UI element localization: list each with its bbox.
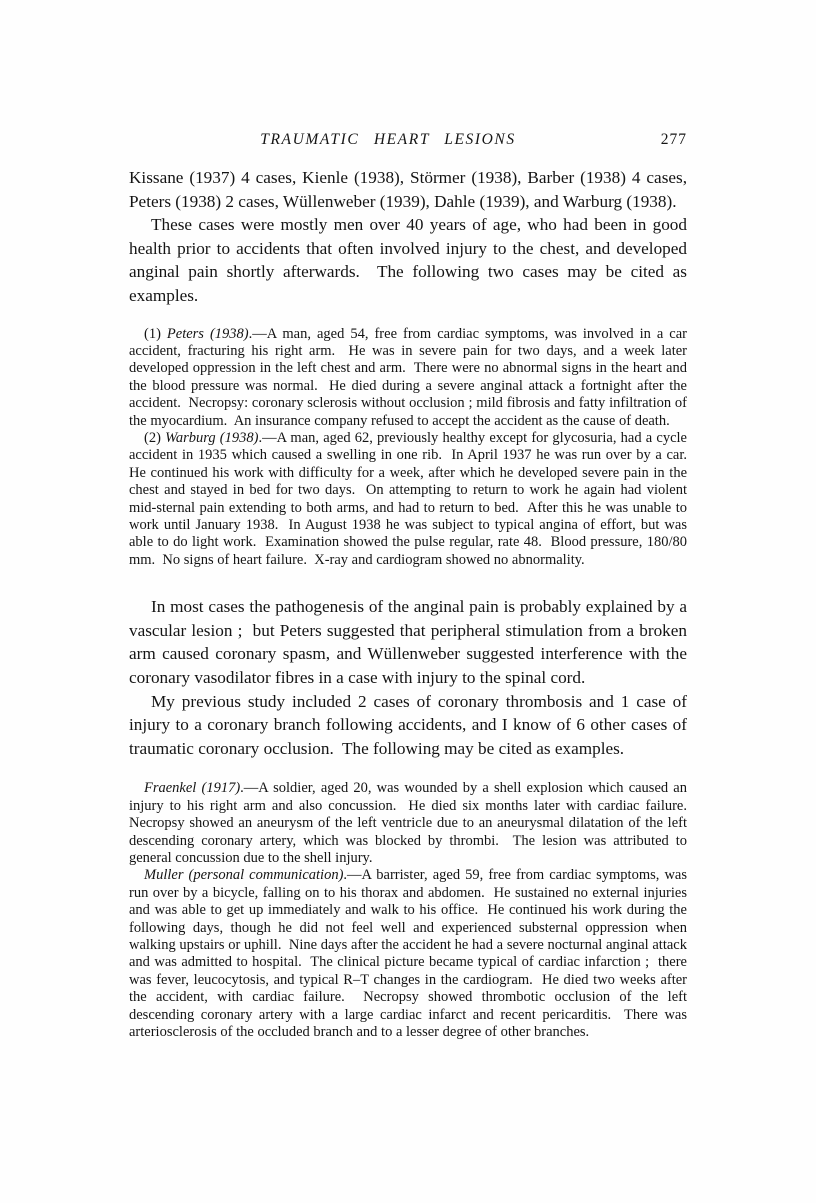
page-header — [129, 131, 687, 153]
case-citation: Fraenkel (1917) — [144, 780, 241, 797]
case-report-peters — [129, 325, 691, 430]
article-body — [129, 166, 695, 1042]
paragraph-these-cases: These cases were mostly men over 40 years of age, who had been in good health prior to accidents that often involved injury to the chest, and developed anginal pain shortly afterwards. The following two cases may be cited as examples. — [129, 215, 692, 305]
case-body-text: .—A soldier, aged 20, was wounded by a shell explosion which caused an injury to his right arm and also concussion. He died six months later with cardiac failure. Necropsy showed an aneurysm of the left ventricle due to an aneurysmal dilatation of the left descending coronary artery, which was blocked by thrombi. The lesion was attributed to general concussion due to the shell injury. — [129, 780, 695, 867]
case-citation: Muller (personal communication) — [144, 867, 344, 884]
case-report-warburg — [129, 430, 695, 569]
paragraph-pathogenesis: In most cases the pathogenesis of the anginal pain is probably explained by a vascular lesion ; but Peters suggested that peripheral stimulation from a broken arm caused coronary spasm, and Wüllenweber suggested interference with the coronary vasodilator fibres in a case with injury to the spinal cord. — [129, 597, 692, 688]
running-title: TRAUMATIC HEART LESIONS — [260, 131, 516, 148]
case-body-text: .—A barrister, aged 59, free from cardiac symptoms, was run over by a bicycle, falling on to his thorax and abdomen. He sustained no external injuries and was able to get up immediately and walk to his office. He continued his work during the following days, though he did not feel well and experienced substernal oppression when walking upstairs or uphill. Nine days after the accident he had a severe nocturnal anginal attack and was admitted to hospital. The clinical picture became typical of cardiac infarction ; there was fever, leucocytosis, and typical R–T changes in the cardiogram. He died two weeks after the accident, with cardiac failure. Necropsy showed thrombotic occlusion of the left descending coronary artery with a large cardiac infarct and recent pericarditis. There was arteriosclerosis of the occluded branch and to a lesser degree of other branches. — [129, 867, 691, 1041]
case-report-muller — [129, 867, 691, 1041]
paragraph-reference-list: Kissane (1937) 4 cases, Kienle (1938), Störmer (1938), Barber (1938) 4 cases, Peters (1938) 2 cases, Wüllenweber (1939), Dahle (1939), and Warburg (1938). — [129, 168, 692, 211]
article-column — [129, 131, 695, 1042]
case-body-text: .—A man, aged 62, previously healthy except for glycosuria, had a cycle accident in 1935 which caused a swelling in one rib. In April 1937 he was run over by a car. He continued his work with difficulty for a week, after which he developed severe pain in the chest and stayed in bed for two days. On attempting to return to work he again had violent mid-sternal pain extending to both arms, and had to return to bed. After this he was unable to work until January 1938. In August 1938 he was subject to typical angina of effort, but was able to do light work. Examination showed the pulse regular, rate 48. Blood pressure, 180/80 mm. No signs of heart failure. X-ray and cardiogram showed no abnormality. — [129, 430, 695, 568]
case-citation: Peters (1938) — [166, 325, 249, 342]
case-citation: Warburg (1938) — [165, 430, 259, 446]
case-number: (2) — [144, 430, 166, 446]
page-number: 277 — [660, 131, 687, 148]
case-body-text: .—A man, aged 54, free from cardiac symptoms, was involved in a car accident, fracturing his right arm. He was in severe pain for two days, and a week later developed oppression in the left chest and arm. There were no abnormal signs in the heart and the blood pressure was normal. He died during a severe anginal attack a fortnight after the accident. Necropsy: coronary sclerosis without occlusion ; mild fibrosis and fatty infiltration of the myocardium. An insurance company refused to accept the accident as the cause of death. — [129, 325, 691, 429]
case-number: (1) — [144, 325, 167, 342]
paragraph-previous-study: My previous study included 2 cases of coronary thrombosis and 1 case of injury to a coronary branch following accidents, and I know of 6 other cases of traumatic coronary occlusion. The following may be cited as examples. — [129, 691, 692, 758]
case-report-fraenkel — [129, 780, 695, 867]
